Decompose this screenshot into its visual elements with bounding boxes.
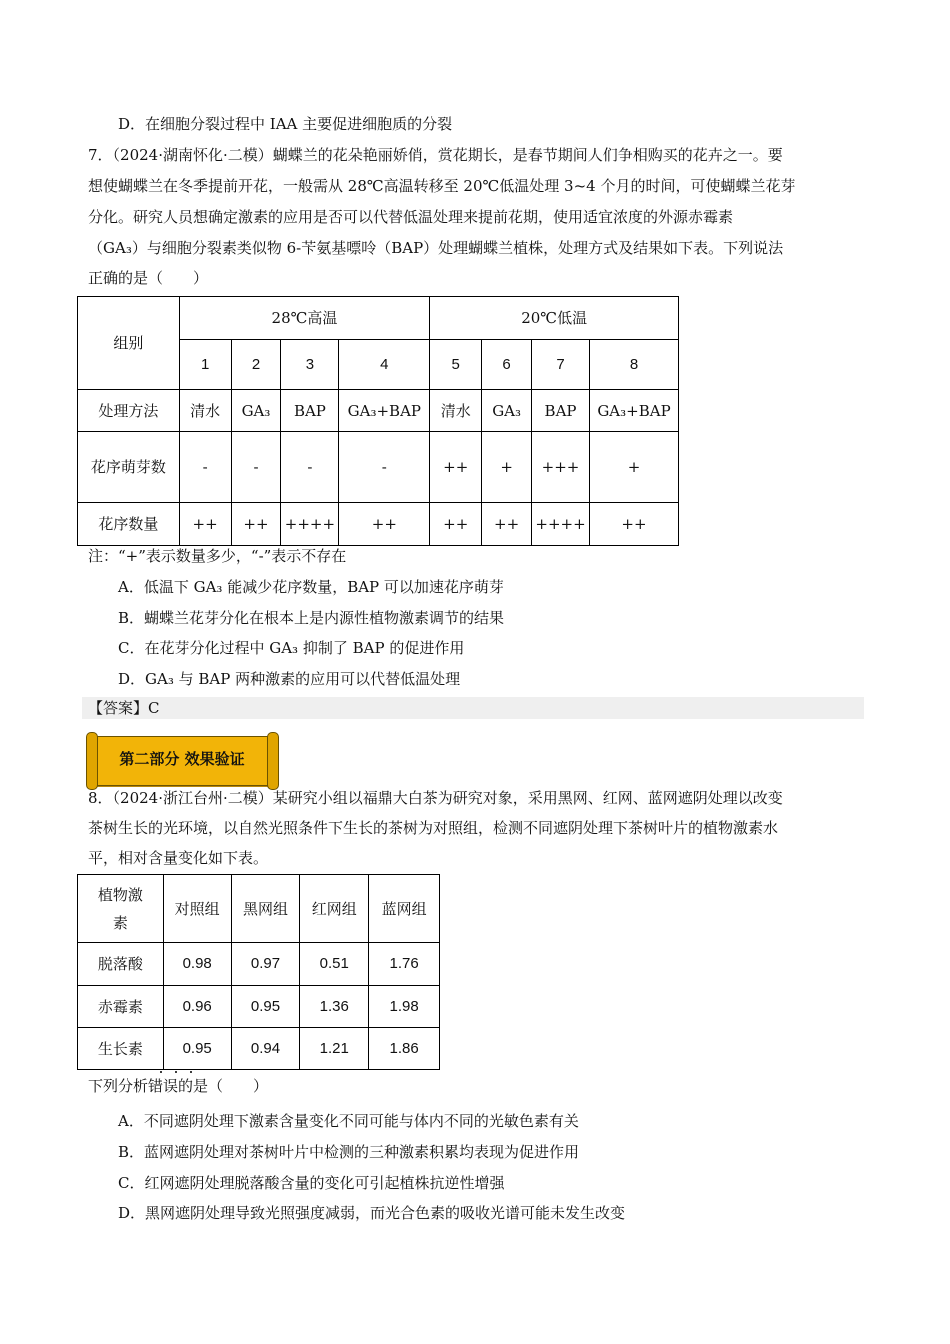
table-cell: - [179, 432, 231, 503]
q8-option-c: C．红网遮阴处理脱落酸含量的变化可引起植株抗逆性增强 [118, 1174, 505, 1192]
group-number: 1 [179, 340, 231, 390]
table-cell: 1.86 [369, 1028, 440, 1070]
table-cell: 1.98 [369, 986, 440, 1028]
high-temp-header: 28℃高温 [179, 297, 430, 340]
table-cell: 1.76 [369, 943, 440, 986]
header-black-net: 黑网组 [231, 875, 300, 943]
table-cell: 1.36 [300, 986, 369, 1028]
table-cell: 0.94 [231, 1028, 300, 1070]
row-label-gibberellin: 赤霉素 [78, 986, 164, 1028]
q8-table [77, 874, 440, 1070]
table-cell: 0.95 [231, 986, 300, 1028]
table-cell: + [482, 432, 532, 503]
row-label-auxin: 生长素 [78, 1028, 164, 1070]
table-cell: ++ [590, 503, 679, 546]
q7-stem-line-3: 分化。研究人员想确定激素的应用是否可以代替低温处理来提前花期，使用适宜浓度的外源赤霉素 [88, 208, 734, 226]
header-red-net: 红网组 [300, 875, 369, 943]
table-cell: GA₃+BAP [339, 390, 430, 432]
group-number: 8 [590, 340, 679, 390]
section-title: 第二部分 效果验证 [119, 750, 245, 768]
table-cell: + [590, 432, 679, 503]
table-cell: 清水 [430, 390, 482, 432]
table-cell: 0.96 [163, 986, 231, 1028]
row-label-treatment: 处理方法 [78, 390, 180, 432]
group-number: 4 [339, 340, 430, 390]
table-cell: ++ [430, 503, 482, 546]
q8-option-b: B．蓝网遮阴处理对茶树叶片中检测的三种激素积累均表现为促进作用 [118, 1143, 580, 1161]
table-cell: ++++ [532, 503, 590, 546]
table-cell: ++ [339, 503, 430, 546]
q7-stem-line-2: 想使蝴蝶兰在冬季提前开花，一般需从 28℃高温转移至 20℃低温处理 3~4 个月的时间，可使蝴蝶兰花芽 [88, 177, 796, 195]
q7-option-a: A．低温下 GA₃ 能减少花序数量，BAP 可以加速花序萌芽 [118, 578, 504, 596]
q8-option-d: D．黑网遮阴处理导致光照强度减弱，而光合色素的吸收光谱可能未发生改变 [118, 1204, 626, 1222]
table-cell: - [231, 432, 281, 503]
table-cell: 清水 [179, 390, 231, 432]
table-cell: 0.51 [300, 943, 369, 986]
emphasis-dot [160, 1071, 162, 1073]
table-cell: GA₃+BAP [590, 390, 679, 432]
q7-stem-line-4: （GA₃）与细胞分裂素类似物 6-苄氨基嘌呤（BAP）处理蝴蝶兰植株，处理方式及结果如下表。下列说法 [88, 239, 784, 257]
table-cell: 0.98 [163, 943, 231, 986]
q7-option-b: B．蝴蝶兰花芽分化在根本上是内源性植物激素调节的结果 [118, 609, 505, 627]
table-cell: ++ [482, 503, 532, 546]
group-number: 3 [281, 340, 339, 390]
table-cell: ++++ [281, 503, 339, 546]
table-cell: ++ [231, 503, 281, 546]
q7-answer: 【答案】C [88, 699, 160, 717]
q8-stem-line-1: 8．（2024·浙江台州·二模）某研究小组以福鼎大白茶为研究对象，采用黑网、红网、蓝网遮阴处理以改变 [88, 789, 783, 807]
q7-table-note: 注：“+”表示数量多少，“-”表示不存在 [88, 547, 347, 565]
emphasis-dot [175, 1071, 177, 1073]
table-cell: ++ [430, 432, 482, 503]
table-cell: - [281, 432, 339, 503]
row-label-aba: 脱落酸 [78, 943, 164, 986]
table-cell: 0.95 [163, 1028, 231, 1070]
low-temp-header: 20℃低温 [430, 297, 679, 340]
group-number: 5 [430, 340, 482, 390]
table-cell: 0.97 [231, 943, 300, 986]
emphasis-dot [190, 1071, 192, 1073]
q7-stem-line-5: 正确的是（ ） [88, 269, 209, 287]
section-banner [86, 732, 278, 786]
table-cell: ++ [179, 503, 231, 546]
row-label-inflorescence-count: 花序数量 [78, 503, 180, 546]
table-cell: - [339, 432, 430, 503]
q6-option-d: D．在细胞分裂过程中 IAA 主要促进细胞质的分裂 [118, 115, 453, 133]
group-number: 2 [231, 340, 281, 390]
table-cell: BAP [281, 390, 339, 432]
q7-option-c: C．在花芽分化过程中 GA₃ 抑制了 BAP 的促进作用 [118, 639, 465, 657]
header-hormone: 植物激素 [78, 875, 164, 943]
group-number: 7 [532, 340, 590, 390]
q8-prompt: 下列分析错误的是（ ） [88, 1077, 269, 1095]
q7-table [77, 296, 679, 546]
q7-stem-line-1: 7．（2024·湖南怀化·二模）蝴蝶兰的花朵艳丽娇俏，赏花期长，是春节期间人们争相购买的花卉之一。要 [88, 146, 783, 164]
header-blue-net: 蓝网组 [369, 875, 440, 943]
q7-option-d: D．GA₃ 与 BAP 两种激素的应用可以代替低温处理 [118, 670, 461, 688]
q8-stem-line-2: 茶树生长的光环境，以自然光照条件下生长的茶树为对照组，检测不同遮阴处理下茶树叶片的植物激素水 [88, 819, 779, 837]
table-cell: GA₃ [231, 390, 281, 432]
table-cell: GA₃ [482, 390, 532, 432]
header-control: 对照组 [163, 875, 231, 943]
row-label-sprout-count: 花序萌芽数 [78, 432, 180, 503]
table-cell: 1.21 [300, 1028, 369, 1070]
group-number: 6 [482, 340, 532, 390]
q8-stem-line-3: 平，相对含量变化如下表。 [88, 849, 269, 867]
table-cell: +++ [532, 432, 590, 503]
group-header: 组别 [78, 297, 180, 390]
q8-option-a: A．不同遮阴处理下激素含量变化不同可能与体内不同的光敏色素有关 [118, 1112, 579, 1130]
answer-highlight [82, 697, 864, 719]
table-cell: BAP [532, 390, 590, 432]
